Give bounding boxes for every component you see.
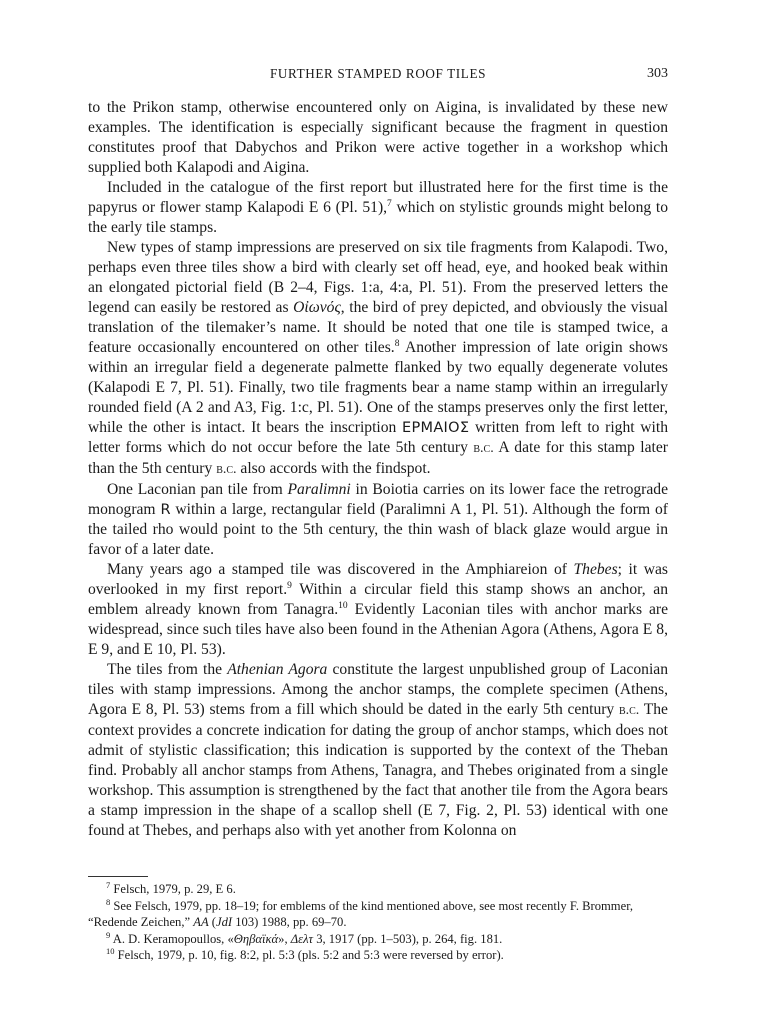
paragraph-6: [88, 660, 668, 841]
footnote-ref[interactable]: 7: [387, 199, 392, 209]
footnote-number: 8: [106, 896, 111, 907]
footnote-text: »,: [278, 931, 291, 946]
text-run: One Laconian pan tile from: [107, 481, 288, 498]
paragraph-4: [88, 480, 668, 560]
paragraph-3: [88, 238, 668, 480]
text-run: in Boiotia carries on its lower face the retrograde monogram: [88, 481, 668, 518]
text-run: Evidently Laconian tiles with anchor marks are widespread, since such tiles have also been found in the Athenian Agora (Athens, Agora E 8, E 9, and E 10, Pl. 53).: [88, 601, 668, 658]
journal-abbrev: AA: [193, 915, 209, 929]
text-run: Included in the catalogue of the first report but illustrated here for the first time is the papyrus or flower stamp Kalapodi E 6 (Pl. 51),: [88, 179, 668, 216]
era-abbrev: b.c.: [618, 703, 640, 718]
era-abbrev: b.c.: [216, 462, 237, 477]
page-number: 303: [647, 66, 668, 81]
footnote-number: 10: [106, 946, 115, 956]
text-run: The context provides a concrete indication for dating the group of anchor stamps, which does not admit of stylistic classification; this indication is supported by the context of the Theban find. Probably all anchor stamps from Athens, Tanagra, and Thebes originated from a single workshop. This assumption is strengthened by the fact that another tile from the Agora bears a stamp impression in the shape of a scallop shell (E 7, Fig. 2, Pl. 53) identical with one found at Thebes, and perhaps also with yet another from Kolonna on: [88, 701, 668, 839]
text-run: within a large, rectangular field (Paralimni A 1, Pl. 51). Although the form of the tailed rho would point to the 5th century, the thin wash of black glaze would argue in favor of a later date.: [88, 501, 668, 558]
footnote-text: A. D. Keramopoullos, «: [112, 931, 234, 946]
running-title: FURTHER STAMPED ROOF TILES: [269, 66, 487, 81]
text-run: Another impression of late origin shows within an irregular field a degenerate palmette flanked by two equally degenerate volutes (Kalapodi E 7, Pl. 51). Finally, two tile fragments bear a name stamp within an irregularly rounded field (A 2 and A3, Fig. 1:c, Pl. 51). One of the stamps preserves only the first letter, while the other is intact. It bears the inscription: [88, 339, 668, 436]
footnote-10: [88, 947, 668, 964]
footnote-ref[interactable]: 10: [338, 601, 348, 611]
footnote-text: Felsch, 1979, p. 29, E 6.: [113, 882, 236, 896]
journal-abbrev: Δελτ: [290, 931, 314, 946]
footnote-text: See Felsch, 1979, pp. 18–19; for emblems of the kind mentioned above, see most recently F. Brommer, “Redende Zeichen,”: [88, 898, 634, 929]
stamp-inscription: ΕΡΜΑΙΟΣ: [402, 420, 470, 436]
greek-word: Οἰωνός: [293, 299, 341, 316]
text-run: A date for this stamp later than the 5th century: [88, 439, 668, 477]
paragraph-5: [88, 560, 668, 660]
text-run: also accords with the findspot.: [236, 460, 431, 477]
text-run: ; it was overlooked in my first report.: [88, 561, 668, 598]
text-run: Within a circular field this stamp shows an anchor, an emblem already known from Tanagra.: [88, 581, 668, 618]
running-head: [88, 64, 668, 84]
place-name: Thebes: [573, 561, 618, 578]
paragraph-1: [88, 98, 668, 178]
footnote-8: [88, 898, 668, 931]
text-run: , the bird of prey depicted, and obviously the visual translation of the tilemaker’s name. It should be noted that one tile is stamped twice, a feature occasionally encountered on other tiles.: [88, 299, 668, 356]
footnote-number: 9: [106, 929, 111, 940]
journal-abbrev: JdI: [215, 915, 233, 929]
text-run: written from left to right with letter forms which do not occur before the late 5th century: [88, 419, 668, 456]
text-run: to the Prikon stamp, otherwise encountered only on Aigina, is invalidated by these new examples. The identification is especially significant because the fragment in question constitutes proof that Dabychos and Prikon were active together in a workshop which supplied both Kalapodi and Aigina.: [88, 99, 668, 176]
footnote-text: 103) 1988, pp. 69–70.: [232, 915, 347, 929]
body-text: [88, 98, 668, 841]
text-run: constitute the largest unpublished group of Laconian tiles with stamp impressions. Among the anchor stamps, the complete specimen (Athens, Agora E 8, Pl. 53) stems from a fill which should be dated in the early 5th century: [88, 661, 668, 718]
footnote-ref[interactable]: 9: [287, 581, 292, 591]
footnote-9: [88, 931, 668, 948]
footnote-7: [88, 881, 668, 898]
footnote-ref[interactable]: 8: [394, 339, 400, 349]
footnote-number: 7: [106, 880, 111, 890]
text-run: which on stylistic grounds might belong to the early tile stamps.: [88, 199, 668, 236]
text-run: The tiles from the: [107, 661, 228, 678]
footnotes: [88, 876, 668, 964]
paragraph-2: [88, 178, 668, 238]
place-name: Athenian Agora: [227, 661, 328, 678]
footnote-text: (: [208, 915, 216, 929]
page: [88, 64, 668, 841]
footnote-text: 3, 1917 (pp. 1–503), p. 264, fig. 181.: [313, 931, 503, 946]
text-run: Many years ago a stamped tile was discovered in the Amphiareion of: [107, 561, 574, 578]
greek-title: Θηβαϊκά: [233, 931, 279, 946]
monogram-glyph: R: [160, 502, 171, 518]
text-run: New types of stamp impressions are preserved on six tile fragments from Kalapodi. Two, perhaps even three tiles show a bird with clearly set off head, eye, and hooked beak within an elongated pictorial field (B 2–4, Figs. 1:a, 4:a, Pl. 51). From the preserved letters the legend can easily be restored as: [88, 239, 668, 316]
footnote-rule: [88, 876, 148, 877]
place-name: Paralimni: [287, 481, 351, 498]
era-abbrev: b.c.: [473, 441, 494, 456]
footnote-text: Felsch, 1979, p. 10, fig. 8:2, pl. 5:3 (pls. 5:2 and 5:3 were reversed by error).: [117, 948, 504, 962]
